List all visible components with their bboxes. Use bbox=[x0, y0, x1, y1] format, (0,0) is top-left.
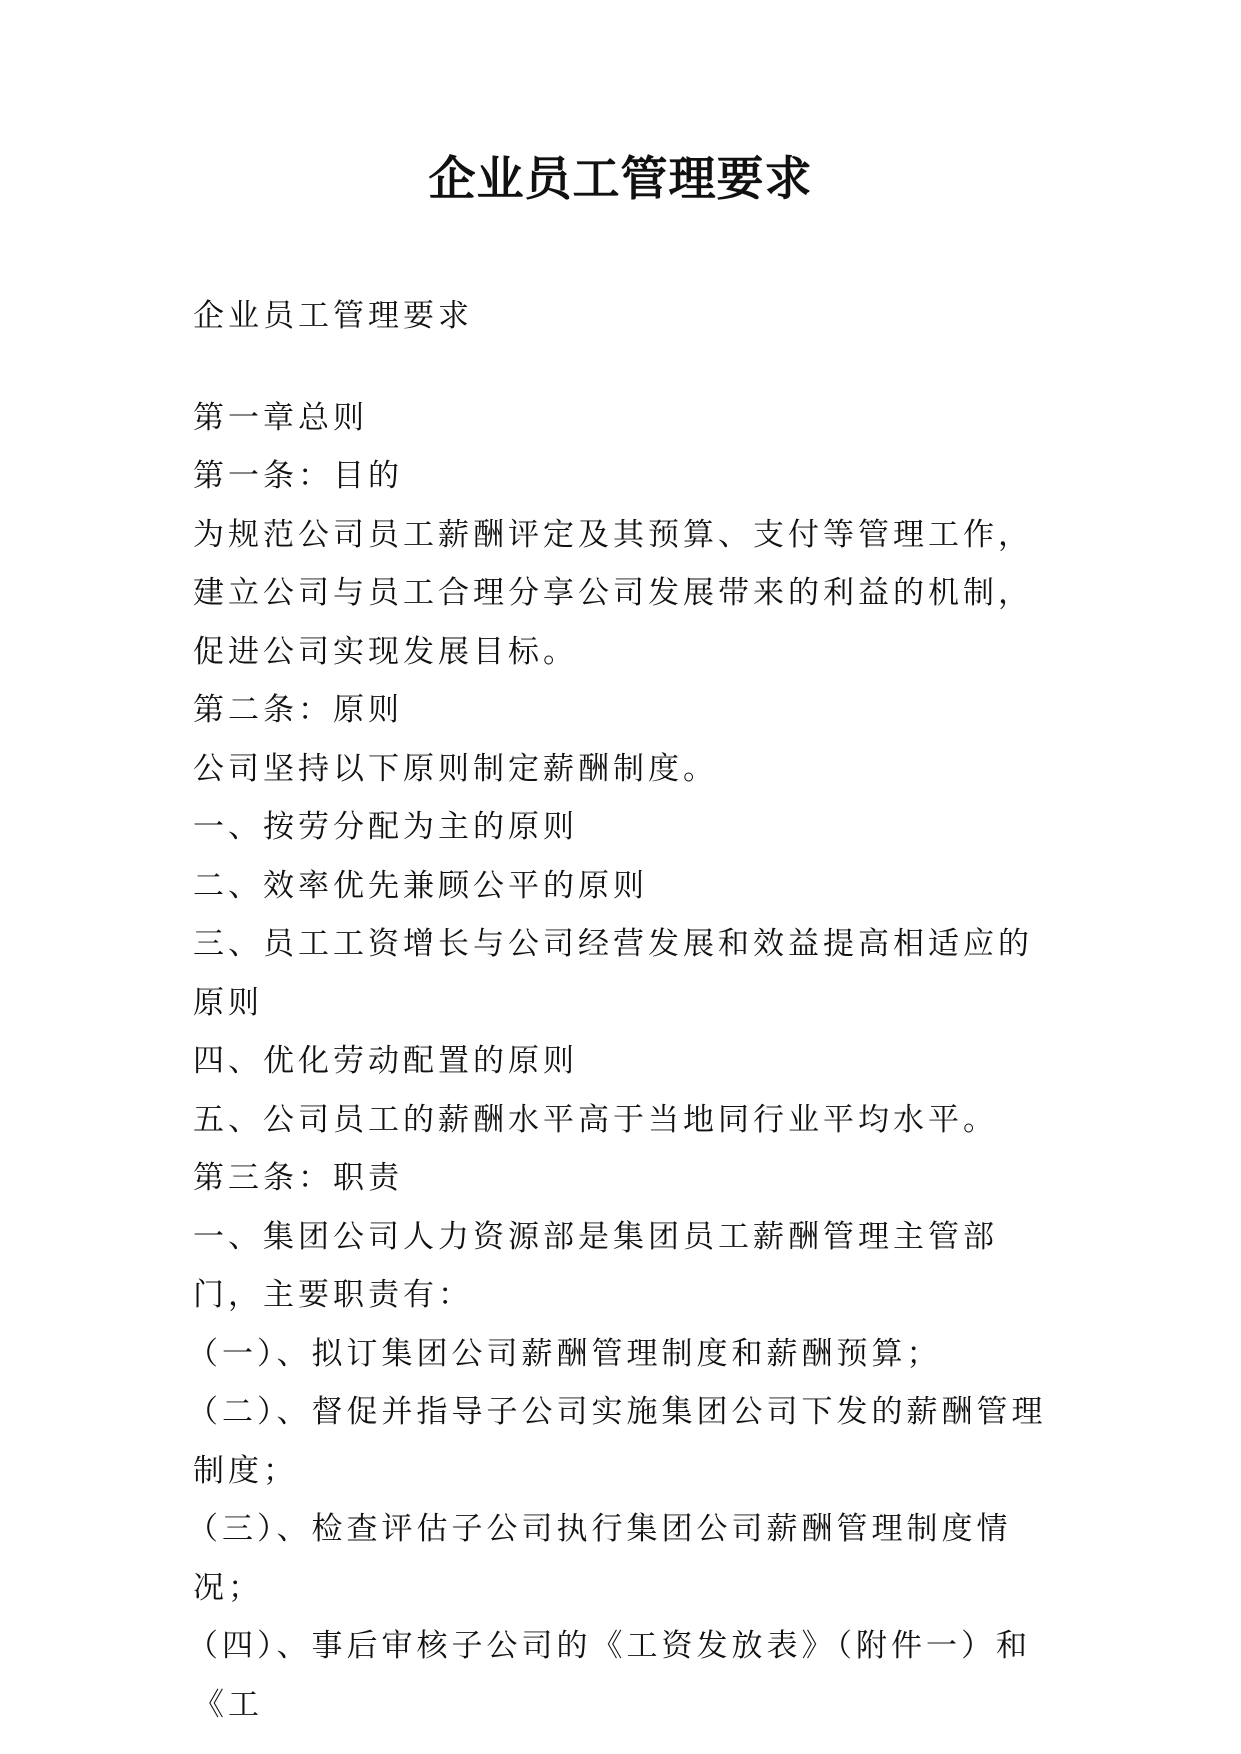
list-item: 一、按劳分配为主的原则 bbox=[193, 809, 578, 845]
paragraph: 为规范公司员工薪酬评定及其预算、支付等管理工作，建立公司与员工合理分享公司发展带来的利益的机制，促进公司实现发展目标。 bbox=[193, 516, 1033, 670]
document-body bbox=[187, 287, 1063, 1734]
list-item: 二、效率优先兼顾公平的原则 bbox=[193, 867, 648, 904]
document-title: 企业员工管理要求 bbox=[428, 152, 813, 207]
list-item: 一、集团公司人力资源部是集团员工薪酬管理主管部门，主要职责有： bbox=[193, 1218, 998, 1313]
sub-list-item: （一）、拟订集团公司薪酬管理制度和薪酬预算； bbox=[187, 1335, 942, 1372]
list-item: 五、公司员工的薪酬水平高于当地同行业平均水平。 bbox=[193, 1101, 998, 1138]
document-subtitle: 企业员工管理要求 bbox=[193, 298, 473, 334]
list-item: 四、优化劳动配置的原则 bbox=[193, 1043, 578, 1079]
paragraph: 公司坚持以下原则制定薪酬制度。 bbox=[193, 750, 718, 787]
sub-list-item: （三）、检查评估子公司执行集团公司薪酬管理制度情况； bbox=[187, 1511, 1012, 1606]
article-heading: 第一条：目的 bbox=[193, 458, 403, 494]
article-heading: 第二条：原则 bbox=[193, 692, 403, 728]
list-item: 三、员工工资增长与公司经营发展和效益提高相适应的原则 bbox=[193, 926, 1033, 1021]
article-heading: 第三条：职责 bbox=[193, 1160, 403, 1196]
sub-list-item: （四）、事后审核子公司的《工资发放表》（附件一）和《工 bbox=[187, 1628, 1031, 1723]
chapter-heading: 第一章总则 bbox=[193, 399, 368, 436]
sub-list-item: （二）、督促并指导子公司实施集团公司下发的薪酬管理制度； bbox=[187, 1394, 1047, 1489]
